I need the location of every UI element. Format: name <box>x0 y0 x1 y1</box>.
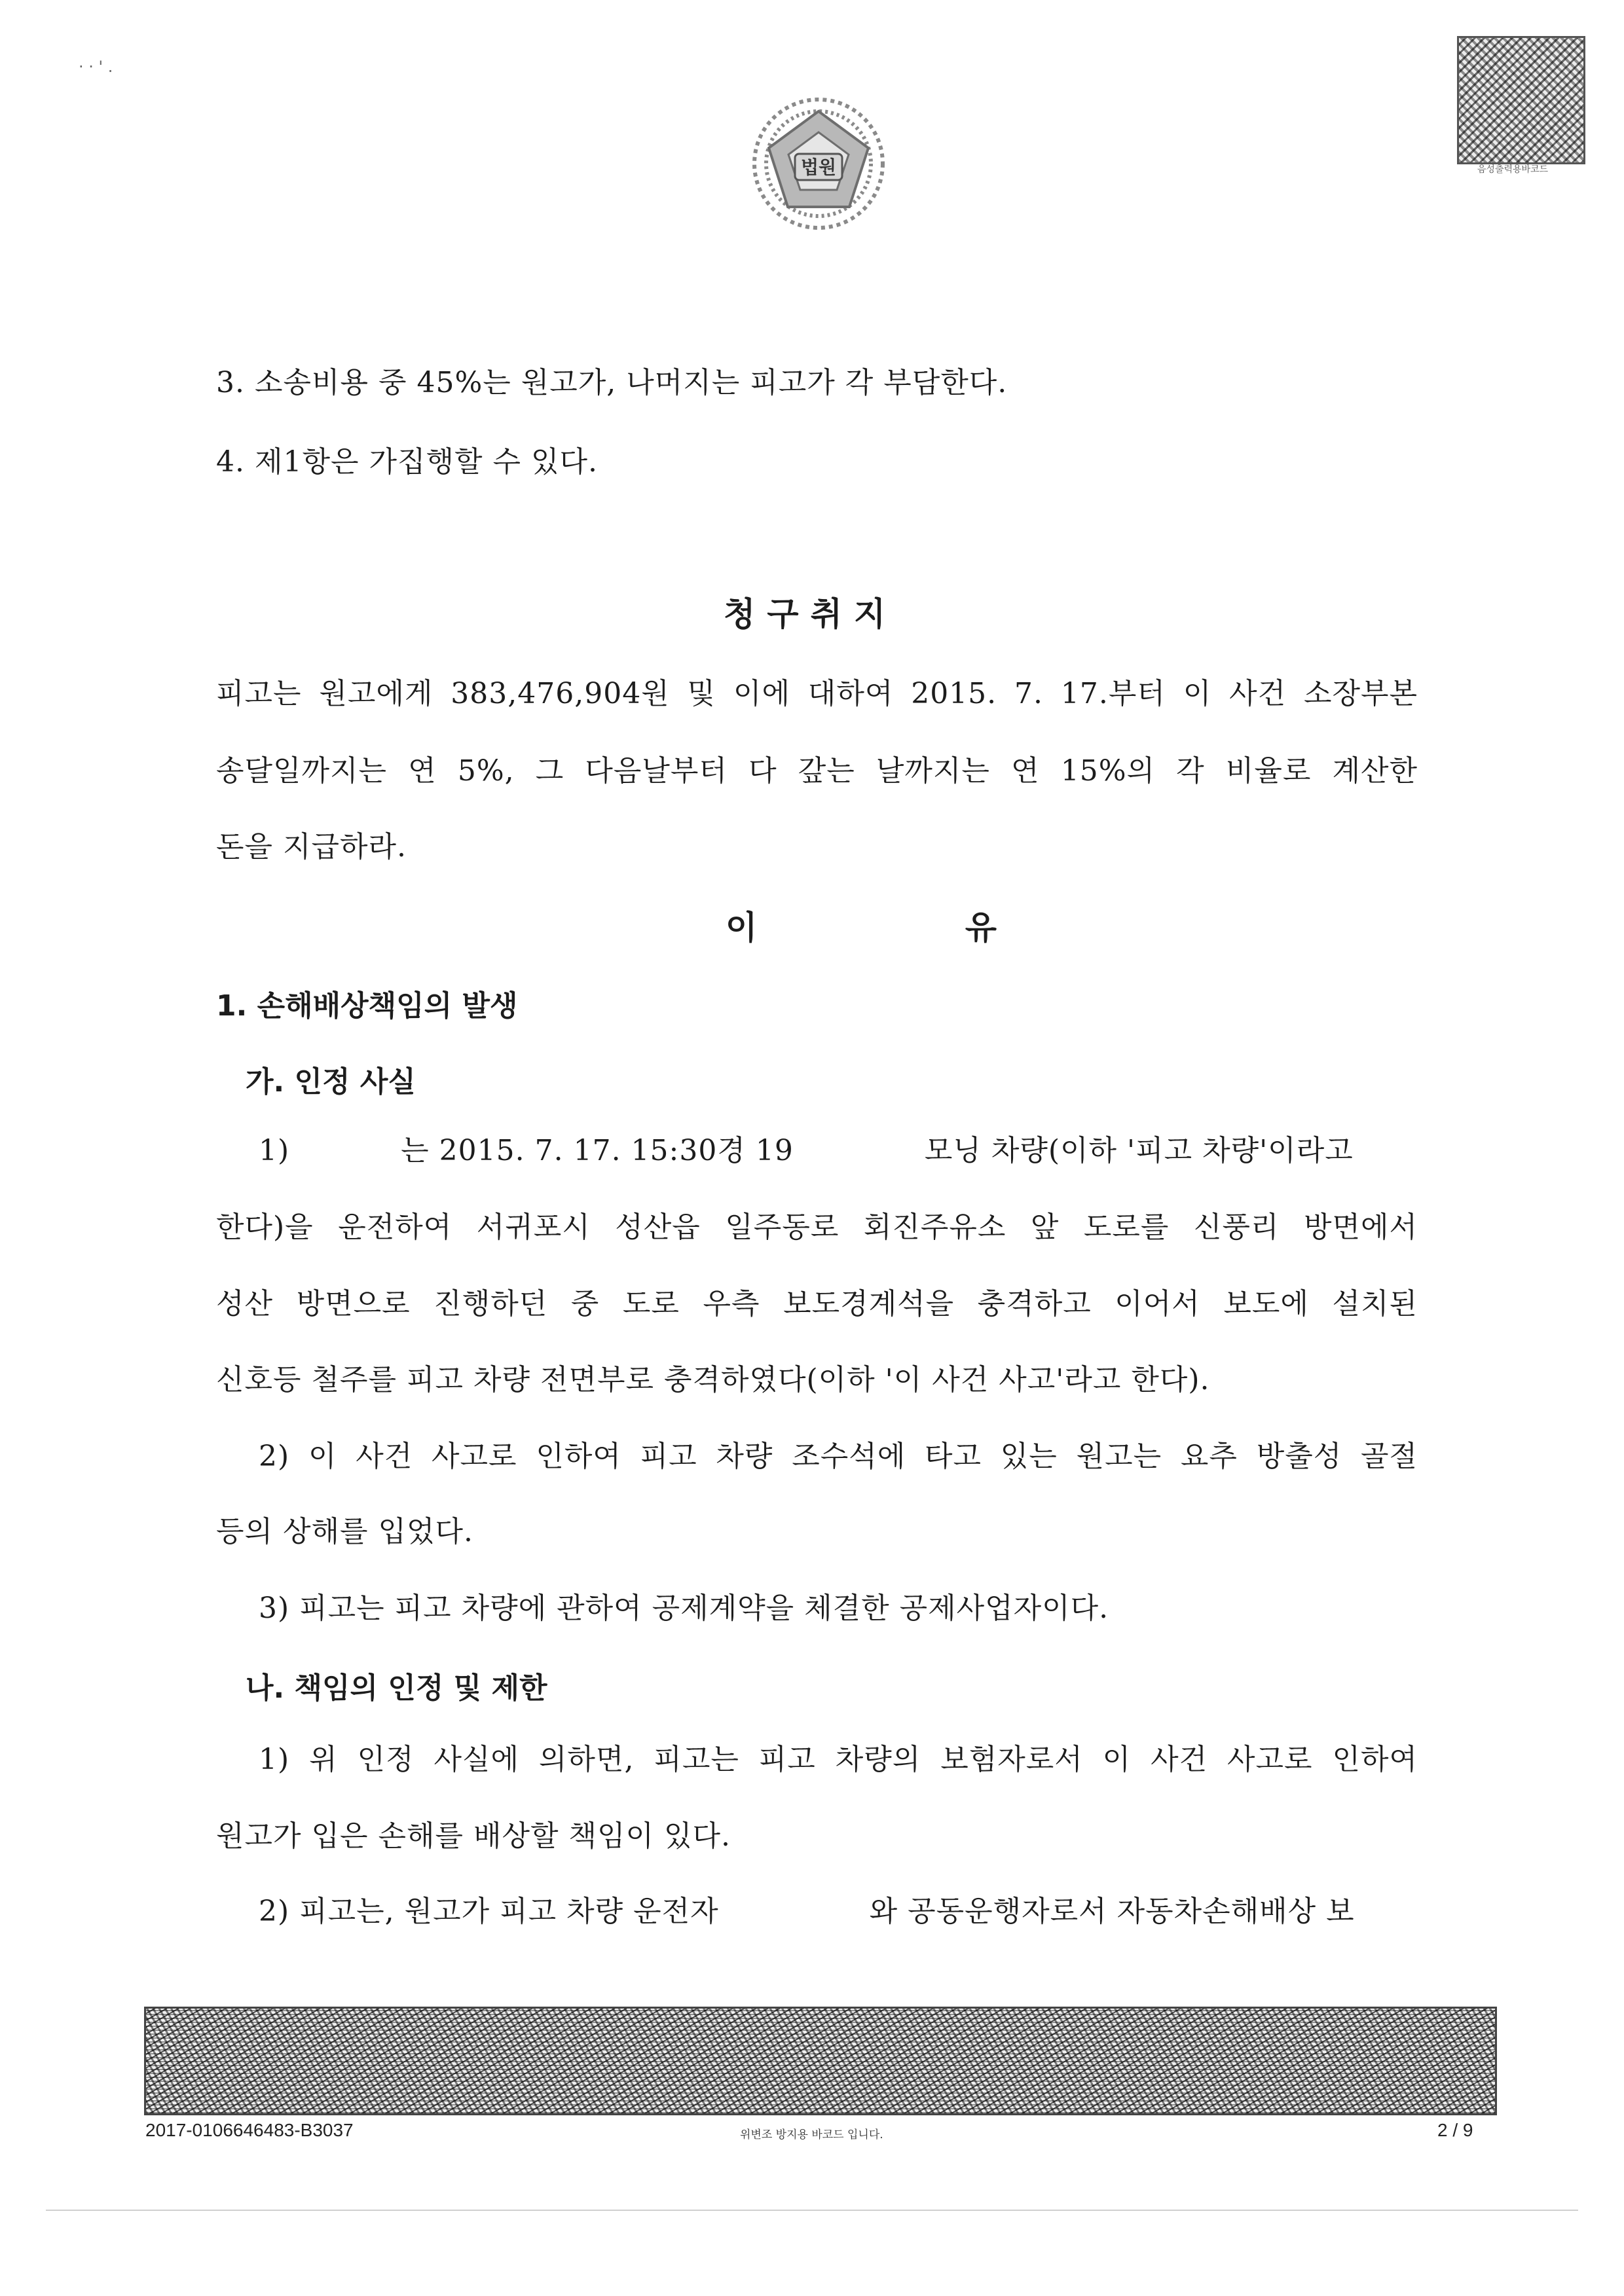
claim-line-2: 송달일까지는 연 5%, 그 다음날부터 다 갚는 날까지는 연 15%의 각 비율로 계산한 <box>216 754 1418 788</box>
document-id: 2017-0106646483-B3037 <box>145 2120 354 2140</box>
liability-2-text-b: 와 공동운행자로서 자동차손해배상 보 <box>869 1895 1355 1928</box>
fact-1-first-line <box>259 1131 1418 1171</box>
fact-2-line-2: 등의 상해를 입었다. <box>216 1515 473 1548</box>
fact-1-number: 1) <box>259 1134 290 1167</box>
scan-specks: · · ' . <box>79 58 113 76</box>
subsection-ga-title: 가. 인정 사실 <box>246 1065 416 1099</box>
order-item-4: 4. 제1항은 가집행할 수 있다. <box>216 445 598 479</box>
security-code-square <box>1457 36 1585 164</box>
subsection-na-title: 나. 책임의 인정 및 제한 <box>246 1671 547 1705</box>
claim-line-1: 피고는 원고에게 383,476,904원 및 이에 대하여 2015. 7. 17.부터 이 사건 소장부본 <box>216 677 1418 710</box>
fact-1-line-3: 성산 방면으로 진행하던 중 도로 우측 보도경계석을 충격하고 이어서 보도에 설치된 <box>216 1287 1418 1321</box>
liability-1-line-1: 1) 위 인정 사실에 의하면, 피고는 피고 차량의 보험자로서 이 사건 사고로 인하여 <box>259 1743 1418 1776</box>
claim-line-3: 돈을 지급하라. <box>216 830 407 864</box>
court-seal-icon <box>747 92 891 236</box>
liability-1-line-2: 원고가 입은 손해를 배상할 책임이 있다. <box>216 1819 731 1853</box>
liability-2-text-a: 2) 피고는, 원고가 피고 차량 운전자 <box>259 1895 719 1928</box>
anti-forgery-barcode <box>144 2007 1497 2115</box>
reasons-heading: 이 유 <box>726 909 1096 947</box>
bottom-divider <box>46 2210 1578 2211</box>
page-number: 2 / 9 <box>1437 2120 1473 2140</box>
fact-2-line-1: 2) 이 사건 사고로 인하여 피고 차량 조수석에 타고 있는 원고는 요추 방출성 골절 <box>259 1440 1418 1473</box>
redacted-plate <box>803 1131 915 1171</box>
seal-label: 법원 <box>800 156 837 178</box>
fact-1-text-b: 모닝 차량(이하 '피고 차량'이라고 <box>924 1134 1354 1167</box>
fact-3-line: 3) 피고는 피고 차량에 관하여 공제계약을 체결한 공제사업자이다. <box>259 1592 1109 1625</box>
fact-1-line-2: 한다)을 운전하여 서귀포시 성산읍 일주동로 회진주유소 앞 도로를 신풍리 방면에서 <box>216 1211 1418 1244</box>
barcode-notice: 위변조 방지용 바코드 입니다. <box>740 2128 883 2141</box>
fact-1-text-a: 는 2015. 7. 17. 15:30경 19 <box>401 1134 794 1167</box>
security-code-caption: 음성출력용바코드 <box>1477 164 1549 175</box>
claim-heading: 청구취지 <box>724 595 898 633</box>
redacted-name <box>299 1131 391 1171</box>
redacted-driver <box>729 1892 860 1931</box>
fact-1-line-4: 신호등 철주를 피고 차량 전면부로 충격하였다(이하 '이 사건 사고'라고 한다). <box>216 1363 1210 1396</box>
order-item-3: 3. 소송비용 중 45%는 원고가, 나머지는 피고가 각 부담한다. <box>216 366 1008 399</box>
liability-2-line-1 <box>259 1892 1418 1931</box>
section-1-title: 1. 손해배상책임의 발생 <box>216 989 518 1023</box>
